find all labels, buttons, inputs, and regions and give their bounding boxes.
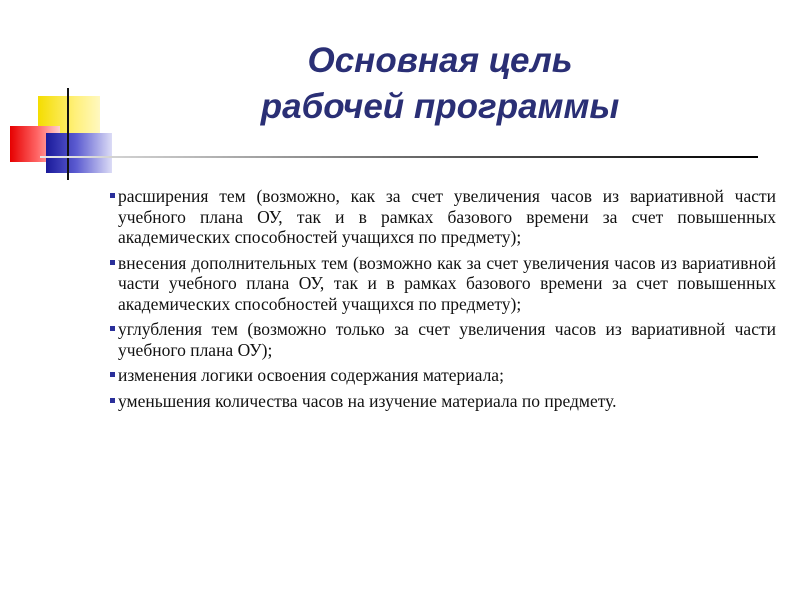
list-item xyxy=(110,253,776,315)
square-bullet-icon xyxy=(110,326,115,331)
list-item-text: изменения логики освоения содержания материала; xyxy=(118,365,504,385)
slide-title-line-1: Основная цель xyxy=(307,41,573,80)
slide-title xyxy=(210,38,670,130)
list-item xyxy=(110,391,776,412)
square-bullet-icon xyxy=(110,372,115,377)
bullet-list xyxy=(110,186,776,416)
decor-blue-square xyxy=(46,133,112,173)
list-item xyxy=(110,319,776,360)
list-item-text: расширения тем (возможно, как за счет увеличения часов из вариативной части учебного плана ОУ, так и в рамках базового времени за счет повышенных академических способностей учащихся по предмету); xyxy=(118,186,776,247)
list-item xyxy=(110,365,776,386)
decor-vertical-line xyxy=(67,88,69,180)
square-bullet-icon xyxy=(110,398,115,403)
list-item-text: внесения дополнительных тем (возможно как за счет увеличения часов из вариативной части учебного плана ОУ, так и в рамках базового времени за счет повышенных академических способностей учащихся по предмету); xyxy=(118,252,776,314)
slide-title-line-2: рабочей программы xyxy=(260,87,620,126)
list-item-text: уменьшения количества часов на изучение материала по предмету. xyxy=(118,390,617,411)
list-item xyxy=(110,186,776,248)
list-item-text: углубления тем (возможно только за счет увеличения часов из вариативной части учебного плана ОУ); xyxy=(118,319,776,360)
title-underline xyxy=(40,156,758,158)
square-bullet-icon xyxy=(110,260,115,265)
square-bullet-icon xyxy=(110,193,115,198)
